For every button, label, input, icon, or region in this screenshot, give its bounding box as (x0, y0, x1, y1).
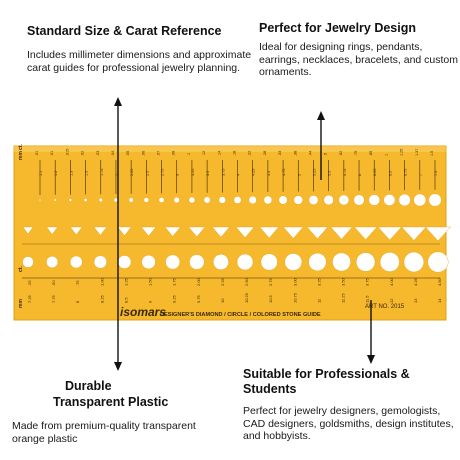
feature-description-line: carat guides for professional jewelry planning. (27, 61, 241, 74)
top-mm-label: 6.25 (373, 168, 378, 176)
round-stone-hole (249, 196, 257, 204)
top-mm-label: 2.5 (145, 170, 150, 176)
round-stone-hole (356, 253, 375, 272)
round-stone-hole (428, 252, 448, 272)
feature-description-line: Ideal for designing rings, pendants, (259, 41, 423, 53)
round-stone-hole (332, 253, 350, 271)
top-mm-label: 2.25 (130, 168, 135, 176)
round-stone-hole (166, 255, 180, 269)
top-ct-label: 1.5 (430, 150, 434, 156)
bottom-mm-label: 13 (412, 298, 418, 303)
round-stone-hole (70, 256, 82, 268)
top-ct-label: .75 (354, 150, 359, 156)
feature-title-line: Durable (65, 379, 112, 393)
feature-description-line: CAD designers, goldsmiths, design institutes, (243, 417, 454, 430)
round-stone-hole (309, 253, 327, 271)
bottom-mm-label: 7.25 (27, 295, 32, 303)
round-stone-hole (324, 195, 334, 205)
bottom-mm-label: 7.75 (51, 295, 57, 303)
round-stone-hole (369, 195, 380, 206)
feature-title (12, 378, 212, 410)
feature-description (243, 405, 459, 443)
feature-description (12, 420, 212, 445)
round-stone-hole (94, 256, 107, 269)
bottom-mm-label: 10.75 (292, 292, 298, 303)
round-stone-hole (354, 195, 365, 206)
top-ct-label: 1.25 (399, 148, 404, 156)
arrow-down-icon (114, 362, 122, 371)
round-stone-hole (23, 257, 34, 268)
top-mm-label: 7.5 (434, 170, 438, 176)
round-stone-hole (380, 252, 399, 271)
round-stone-hole (213, 254, 228, 269)
round-stone-hole (279, 196, 288, 205)
article-number: ART NO. 2015 (365, 304, 405, 310)
guide-name: DESIGNER'S DIAMOND / CIRCLE / COLORED STONE GUIDE (160, 312, 321, 318)
feature-description-line: ornaments. (259, 66, 312, 78)
bottom-ct-label: 3.50 (340, 278, 346, 286)
round-stone-hole (118, 255, 131, 268)
round-stone-hole (234, 196, 241, 203)
bottom-ct-label: 1.50 (147, 278, 153, 286)
top-ct-label: .08 (171, 150, 176, 156)
row-label-ct: ct. (18, 266, 24, 272)
round-stone-hole (399, 194, 411, 206)
bottom-mm-label: 10.5 (268, 295, 274, 303)
top-mm-label: 1.3 (69, 170, 74, 176)
feature-description-line: Includes millimeter dimensions and approximate (27, 49, 252, 61)
feature-description-line: Made from premium-quality transparent (12, 420, 196, 432)
top-ct-label: .01 (50, 150, 55, 156)
top-mm-label: 4.5 (266, 170, 271, 176)
feature-description-line: and hobbyists. (243, 430, 311, 442)
top-ct-label: .06 (141, 150, 146, 156)
top-mm-label: 7 (418, 173, 423, 176)
top-ct-label: .02 (80, 150, 85, 156)
top-ct-label: .04 (110, 150, 115, 156)
top-mm-label: 4.75 (282, 168, 287, 176)
row-label-mm: mm (18, 299, 24, 308)
arrow-up-icon (317, 111, 325, 120)
round-stone-hole (159, 197, 164, 202)
top-mm-label: 5 (297, 173, 302, 176)
bottom-mm-label: 11 (316, 298, 322, 303)
top-ct-label: .12 (202, 150, 207, 156)
round-stone-hole (384, 194, 395, 205)
feature-title (259, 21, 459, 36)
top-mm-label: 1.5 (84, 170, 89, 176)
bottom-mm-label: 8.25 (99, 295, 105, 303)
row-label-mm: mm (18, 151, 24, 160)
round-stone-hole (309, 195, 318, 204)
feature-title-line: Standard Size & Carat Reference (27, 24, 222, 38)
bottom-ct-label: 4.50 (437, 278, 442, 286)
feature-jewelry-design (259, 21, 459, 79)
feature-description (259, 41, 459, 79)
top-mm-label: 3 (175, 173, 180, 176)
bottom-ct-label: 2.25 (219, 278, 225, 286)
top-mm-label: 5.25 (312, 168, 317, 176)
bottom-ct-label: 4.25 (412, 278, 418, 286)
top-mm-label: 3.5 (206, 170, 211, 176)
round-stone-hole (46, 256, 58, 268)
round-stone-hole (189, 255, 204, 270)
bottom-mm-label: 8 (75, 300, 81, 303)
top-mm-label: 6.75 (403, 168, 408, 176)
bottom-mm-label: 11.25 (340, 293, 346, 303)
bottom-ct-label: .50 (51, 280, 57, 286)
brand-logo: isomars (120, 305, 167, 319)
round-stone-hole (285, 253, 302, 270)
round-stone-hole (69, 199, 72, 202)
top-mm-label: 4.25 (251, 168, 256, 176)
round-stone-hole (237, 254, 253, 270)
bottom-ct-label: 3.25 (316, 278, 322, 286)
top-ct-label: .44 (308, 150, 313, 156)
top-ct-label: .015 (65, 148, 70, 156)
feature-description (27, 49, 257, 74)
bottom-ct-label: 3.75 (364, 278, 370, 286)
round-stone-hole (142, 255, 156, 269)
bottom-mm-label: 9.25 (171, 295, 177, 303)
top-ct-label: .62 (338, 150, 343, 156)
top-ct-label: .07 (156, 150, 161, 156)
round-stone-hole (264, 196, 272, 204)
round-stone-hole (99, 198, 103, 202)
top-mm-label: 6.5 (388, 170, 393, 176)
bottom-mm-label: 14 (437, 298, 442, 303)
top-ct-label: .33 (278, 150, 283, 156)
round-stone-hole (84, 198, 87, 201)
round-stone-hole (144, 198, 149, 203)
bottom-ct-label: 2.00 (195, 278, 201, 286)
top-ct-label: .18 (232, 150, 237, 156)
bottom-mm-label: 11.5 (364, 295, 370, 303)
bottom-ct-label: 4.00 (388, 278, 394, 286)
bottom-ct-label: .25 (27, 280, 32, 286)
round-stone-hole (204, 197, 210, 203)
top-mm-label: 1.75 (99, 168, 104, 176)
top-mm-label: 3.25 (190, 168, 195, 176)
top-ct-label: .01 (35, 150, 39, 156)
bottom-mm-label: 8.5 (123, 297, 129, 303)
top-ct-label: 1 (384, 153, 389, 156)
round-stone-hole (429, 194, 442, 207)
bottom-mm-label: 9.75 (195, 295, 201, 303)
bottom-ct-label: 1.00 (99, 278, 105, 286)
arrow-up-icon (114, 97, 122, 106)
round-stone-hole (129, 198, 133, 202)
bottom-mm-label: 10.25 (244, 292, 250, 303)
bottom-mm-label: 9 (147, 300, 153, 303)
round-stone-hole (54, 199, 56, 201)
top-ct-label: .22 (247, 150, 252, 156)
top-ct-label: .14 (217, 150, 222, 156)
bottom-ct-label: 1.25 (123, 278, 129, 286)
top-mm-label: 6 (358, 173, 363, 176)
round-stone-hole (339, 195, 349, 205)
round-stone-hole (174, 197, 180, 203)
feature-title (243, 367, 459, 397)
top-mm-label: 3.75 (221, 168, 226, 176)
round-stone-hole (39, 199, 41, 201)
feature-durable-plastic (12, 378, 212, 445)
round-stone-hole (294, 196, 303, 205)
bottom-ct-label: 2.50 (244, 278, 250, 286)
feature-professionals (243, 367, 459, 443)
row-label-ct: ct. (18, 144, 24, 150)
top-ct-label: .5 (323, 152, 328, 156)
bottom-ct-label: 2.75 (268, 278, 274, 286)
feature-title-line: Suitable for Professionals & Students (243, 367, 410, 396)
top-ct-label: 1.37 (414, 148, 419, 156)
top-mm-label: 5.5 (327, 170, 332, 176)
round-stone-hole (404, 252, 424, 272)
ruler-body (14, 146, 446, 320)
top-mm-label: 2 (114, 173, 119, 176)
bottom-ct-label: .75 (75, 280, 81, 286)
top-ct-label: .38 (293, 150, 298, 156)
arrow-down-icon (367, 355, 375, 364)
top-mm-label: 2.75 (160, 168, 165, 176)
top-ct-label: .05 (126, 150, 131, 156)
top-mm-label: 4 (236, 173, 241, 176)
round-stone-hole (219, 197, 226, 204)
top-ct-label: .03 (95, 150, 100, 156)
feature-title-line: Perfect for Jewelry Design (259, 21, 417, 35)
stone-template-ruler (0, 138, 460, 328)
bottom-ct-label: 3.00 (292, 278, 298, 286)
feature-description-line: Perfect for jewelry designers, gemologists, (243, 405, 441, 417)
top-ct-label: .85 (369, 150, 374, 156)
top-mm-label: 1.2 (54, 170, 59, 176)
feature-description-line: earrings, necklaces, bracelets, and custom (259, 53, 459, 66)
ruler-highlight (14, 146, 446, 152)
round-stone-hole (261, 254, 278, 271)
bottom-mm-label: 10 (219, 298, 225, 303)
top-mm-label: 1.1 (39, 170, 43, 176)
top-ct-label: .28 (262, 150, 267, 156)
round-stone-hole (414, 194, 426, 206)
round-stone-hole (189, 197, 195, 203)
top-mm-label: 5.75 (342, 168, 347, 176)
feature-title (27, 24, 257, 39)
bottom-mm-label: 12 (388, 298, 394, 303)
bottom-ct-label: 1.75 (171, 278, 177, 286)
round-stone-hole (114, 198, 118, 202)
feature-size-carat (27, 24, 257, 74)
top-ct-label: .1 (186, 152, 191, 156)
feature-description-line: orange plastic (12, 432, 78, 445)
feature-title-line: Transparent Plastic (53, 395, 169, 409)
